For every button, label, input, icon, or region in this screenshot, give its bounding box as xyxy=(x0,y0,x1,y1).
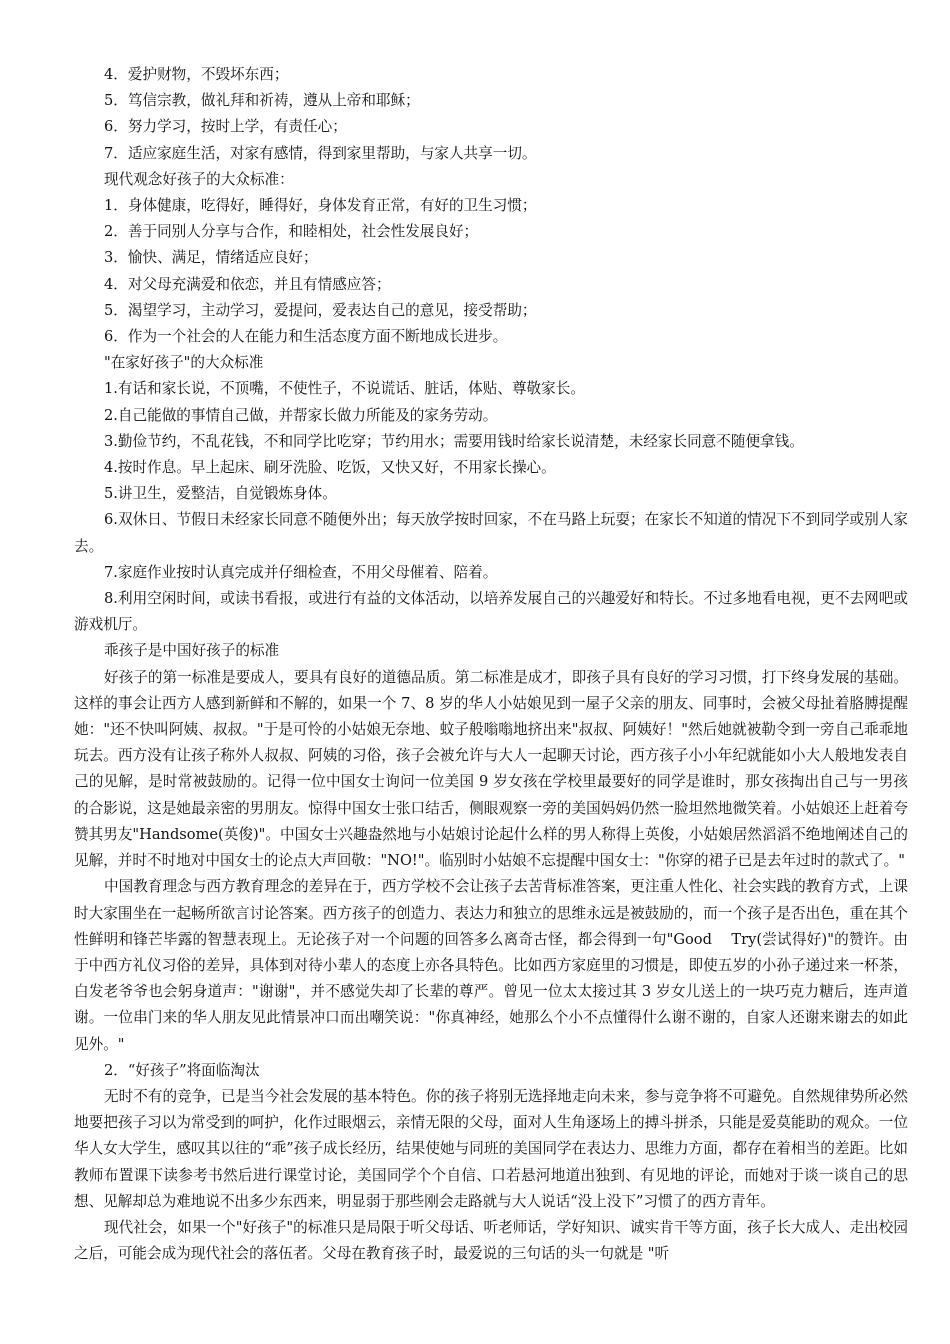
paragraph: 1．身体健康，吃得好，睡得好，身体发育正常，有好的卫生习惯； xyxy=(104,197,537,215)
paragraph: 8.利用空闲时间，或读书看报，或进行有益的文体活动，以培养发展自己的兴趣爱好和特长。不过多地看电视，更不去网吧或游戏机厅。 xyxy=(74,590,908,634)
paragraph: 4．爱护财物，不毁坏东西； xyxy=(104,66,289,83)
paragraph: 好孩子的第一标准是要成人，要具有良好的道德品质。第二标准是成才，即孩子具有良好的学习习惯，打下终身发展的基础。这样的事会让西方人感到新鲜和不解的，如果一个 7、8 岁的华人小姑娘见到一屋子父亲的朋友、同事时，会被父母扯着胳膊提醒她："还不快叫阿姨、叔叔。"于是可怜的小姑娘无奈地、蚊子般嗡嗡地挤出来"叔叔、阿姨好！"然后她就被勒令到一旁自己乖乖地玩去。西方没有让孩子称外人叔叔、阿姨的习俗，孩子会被允许与大人一起聊天讨论，西方孩子小小年纪就能如小大人般地发表自己的见解，是时常被鼓励的。记得一位中国女士询问一位美国 9 岁女孩在学校里最要好的同学是谁时，那女孩掏出自己与一男孩的合影说，这是她最亲密的男朋友。惊得中国女士张口结舌，侧眼观察一旁的美国妈妈仍然一脸坦然地微笑着。小姑娘还上赶着夸赞其男友"Handsome(英俊)"。中国女士兴趣盎然地与小姑娘讨论起什么样的男人称得上英俊，小姑娘居然滔滔不绝地阐述自己的见解，并时不时地对中国女士的论点大声回敬："NO!"。临别时小姑娘不忘提醒中国女士："你穿的裙子已是去年过时的款式了。" xyxy=(74,668,908,870)
paragraph: 无时不有的竞争，已是当今社会发展的基本特色。你的孩子将别无选择地走向未来，参与竞争将不可避免。自然规律势所必然地要把孩子习以为常受到的呵护，化作过眼烟云，亲情无限的父母，面对人生角逐场上的搏斗拼杀，只能是爱莫能助的观众。一位华人女大学生，感叹其以往的“乖”孩子成长经历，结果使她与同班的美国同学在表达力、思维力方面，都存在着相当的差距。比如教师布置课下读参考书然后进行课堂讨论，美国同学个个自信、口若悬河地道出独到、有见地的评论，而她对于谈一谈自己的思想、见解却总为难地说不出多少东西来，明显弱于那些刚会走路就与大人说话“没上没下”习惯了的西方青年。 xyxy=(74,1087,908,1210)
paragraph: 7．适应家庭生活，对家有感情，得到家里帮助，与家人共享一切。 xyxy=(104,144,537,162)
paragraph: 7.家庭作业按时认真完成并仔细检查，不用父母催着、陪着。 xyxy=(104,563,498,581)
paragraph: 现代社会，如果一个"好孩子"的标准只是局限于听父母话、听老师话，学好知识、诚实肯干等方面，孩子长大成人、走出校园之后，可能会成为现代社会的落伍者。父母在教育孩子时，最爱说的三句话的头一句就是 "听 xyxy=(74,1218,908,1263)
paragraph: 2．善于同别人分享与合作，和睦相处，社会性发展良好； xyxy=(104,223,479,241)
paragraph: 3．愉快、满足，情绪适应良好； xyxy=(104,249,318,267)
section-heading: 2．“好孩子”将面临淘汰 xyxy=(104,1061,260,1079)
paragraph: 5．笃信宗教，做礼拜和祈祷，遵从上帝和耶稣； xyxy=(104,92,420,110)
paragraph: 6.双休日、节假日未经家长同意不随便外出；每天放学按时回家，不在马路上玩耍；在家长不知道的情况下不到同学或别人家去。 xyxy=(74,511,908,555)
section-heading: 现代观念好孩子的大众标准： xyxy=(104,170,294,188)
section-heading: "在家好孩子"的大众标准 xyxy=(104,354,264,372)
paragraph: 6．努力学习，按时上学，有责任心； xyxy=(104,118,347,136)
paragraph: 1.有话和家长说，不顶嘴，不使性子，不说谎话、脏话，体贴、尊敬家长。 xyxy=(104,380,585,398)
paragraph: 6．作为一个社会的人在能力和生活态度方面不断地成长进步。 xyxy=(104,328,508,346)
paragraph: 2.自己能做的事情自己做，并帮家长做力所能及的家务劳动。 xyxy=(104,406,498,424)
paragraph: 3.勤俭节约，不乱花钱，不和同学比吃穿；节约用水；需要用钱时给家长说清楚，未经家长同意不随便拿钱。 xyxy=(104,432,804,450)
paragraph: 5.讲卫生，爱整洁，自觉锻炼身体。 xyxy=(104,485,337,503)
paragraph: 4.按时作息。早上起床、刷牙洗脸、吃饭，又快又好，不用家长操心。 xyxy=(104,459,556,477)
paragraph: 4．对父母充满爱和依恋，并且有情感应答； xyxy=(104,275,391,293)
section-heading: 乖孩子是中国好孩子的标准 xyxy=(104,642,280,660)
paragraph: 5．渴望学习，主动学习，爱提问，爱表达自己的意见，接受帮助； xyxy=(104,301,537,319)
paragraph: 中国教育理念与西方教育理念的差异在于，西方学校不会让孩子去苦背标准答案，更注重人性化、社会实践的教育方式，上课时大家围坐在一起畅所欲言讨论答案。西方孩子的创造力、表达力和独立的思维永远是被鼓励的，而一个孩子是否出色，重在其个性鲜明和锋芒毕露的智慧表现上。无论孩子对一个问题的回答多么离奇古怪，都会得到一句"Good Try(尝试得好)"的赞许。由于中西方礼仪习俗的差异，具体到对待小辈人的态度上亦各具特色。比如西方家庭里的习惯是，即使五岁的小孙子递过来一杯茶，白发老爷爷也会躬身道声："谢谢"，并不感觉失却了长辈的尊严。曾见一位太太接过其 3 岁女儿送上的一块巧克力糖后，连声道谢。一位串门来的华人朋友见此情景冲口而出嘲笑说："你真神经，她那么个小不点懂得什么谢不谢的，自家人还谢来谢去的如此见外。" xyxy=(74,878,908,1053)
